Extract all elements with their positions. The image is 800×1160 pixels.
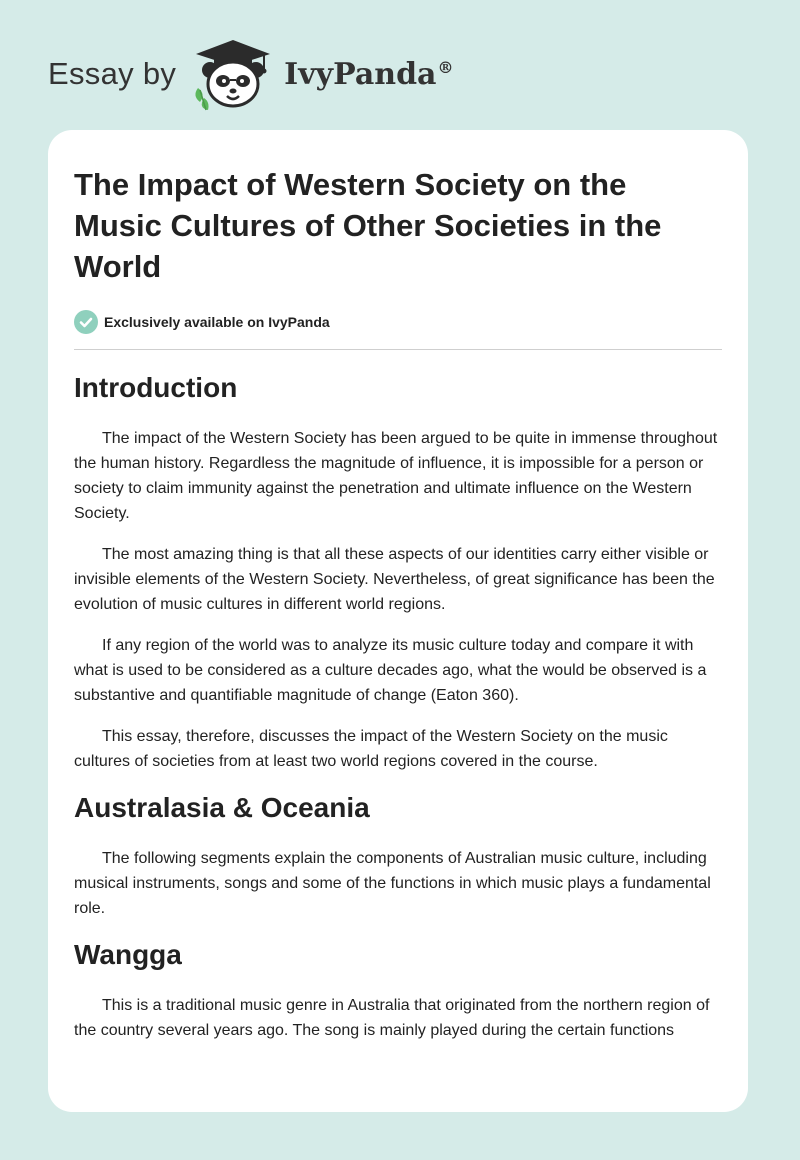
- paragraph: If any region of the world was to analyze its music culture today and compare it with what is used to be considered as a culture decades ago, what the would be observed is a substantive and quantifiable magnitude of change (Eaton 360).: [74, 637, 707, 704]
- section-heading: Australasia & Oceania: [74, 792, 370, 823]
- section-heading: Introduction: [74, 372, 238, 403]
- essay-title: The Impact of Western Society on the Music Cultures of Other Societies in the World: [74, 167, 662, 284]
- paragraph: This is a traditional music genre in Australia that originated from the northern region of the country several years ago. The song is mainly played during the certain functions: [74, 997, 710, 1039]
- brand-prefix: Essay by: [48, 56, 177, 91]
- paragraph: The impact of the Western Society has been argued to be quite in immense throughout the human history. Regardless the magnitude of influence, it is impossible for a person or society to claim immunity against the penetration and ultimate influence on the Western Society.: [74, 430, 718, 522]
- section-wangga: [74, 937, 722, 1043]
- paragraph: The most amazing thing is that all these aspects of our identities carry either visible or invisible elements of the Western Society. Nevertheless, of great significance has been the evolution of music cultures in different world regions.: [74, 546, 715, 613]
- badge-text: Exclusively available on IvyPanda: [104, 314, 330, 330]
- brand-name: IvyPanda®: [284, 56, 454, 92]
- exclusive-badge: [74, 309, 722, 335]
- essay-card: [48, 130, 748, 1112]
- brand-header: [48, 36, 454, 112]
- title-divider: [74, 349, 722, 350]
- section-australasia-oceania: [74, 790, 722, 921]
- paragraph: The following segments explain the components of Australian music culture, including musical instruments, songs and some of the functions in which music plays a fundamental role.: [74, 850, 711, 917]
- check-circle-icon: [74, 310, 98, 334]
- paragraph: This essay, therefore, discusses the impact of the Western Society on the music cultures of societies from at least two world regions covered in the course.: [74, 728, 668, 770]
- section-introduction: [74, 370, 722, 774]
- section-heading: Wangga: [74, 939, 182, 970]
- panda-graduate-icon[interactable]: [190, 36, 276, 112]
